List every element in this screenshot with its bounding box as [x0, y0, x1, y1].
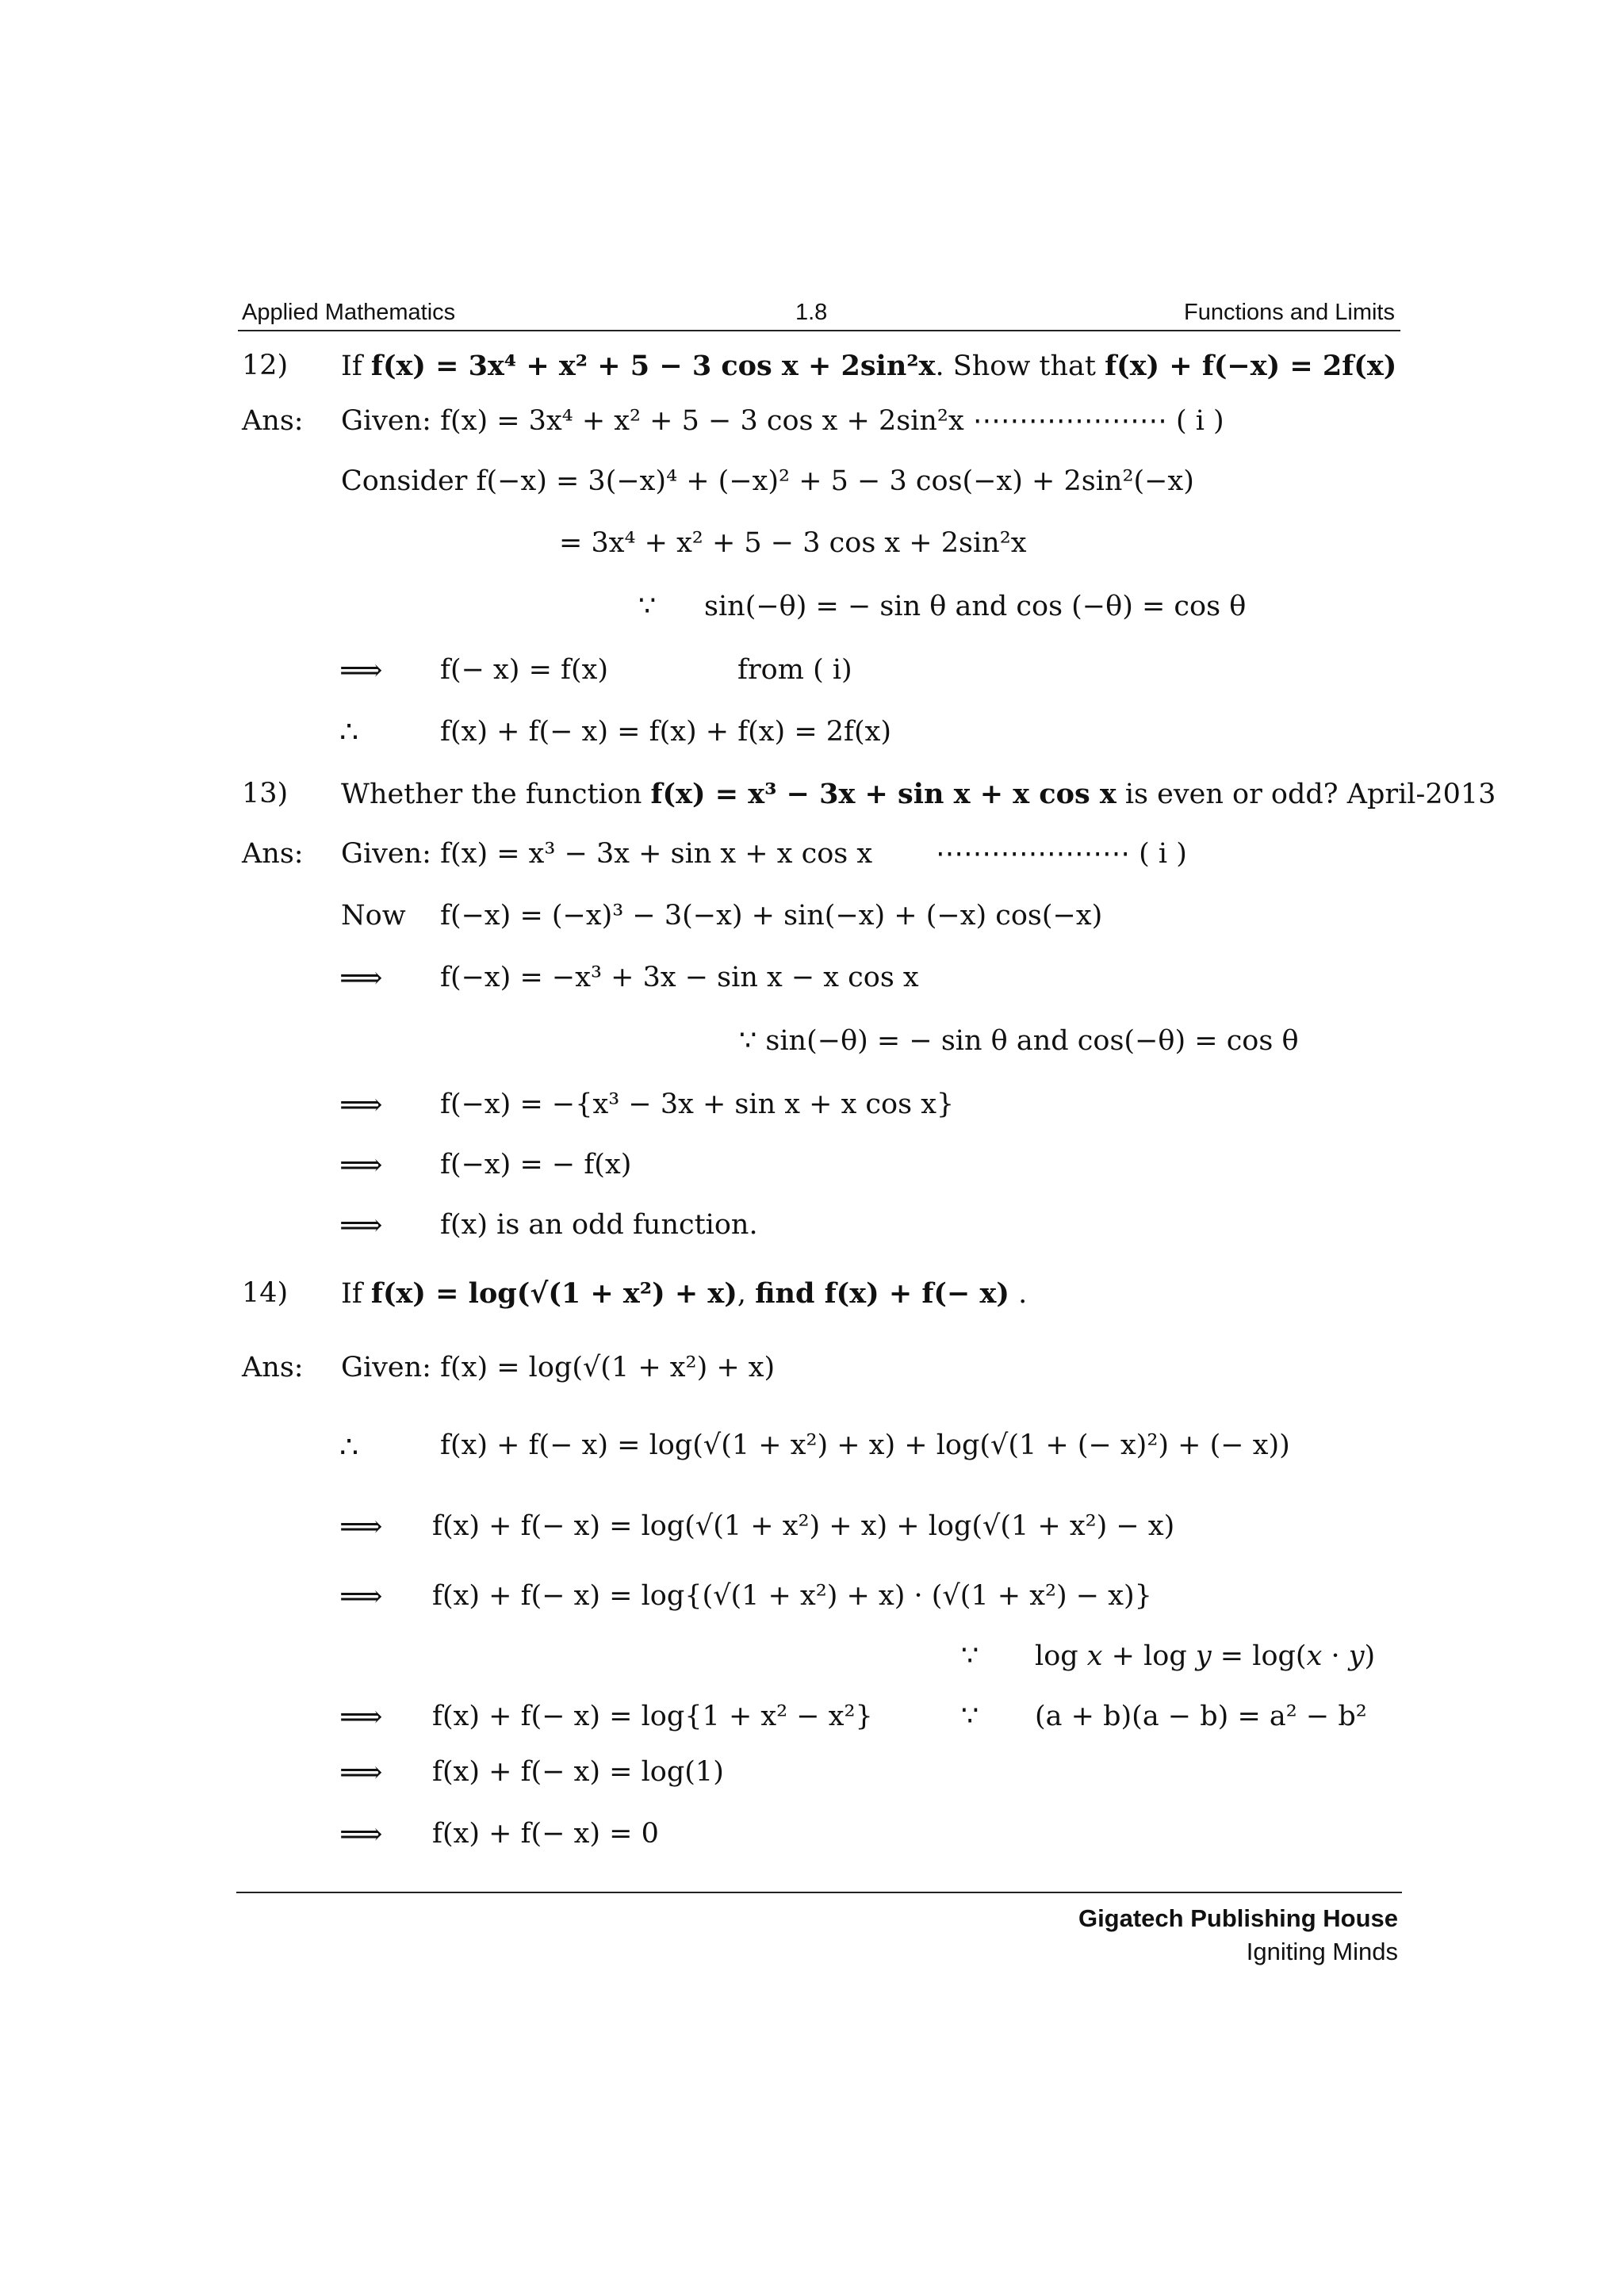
q12-given: Given: f(x) = 3x⁴ + x² + 5 − 3 cos x + 2sin²x ⋯⋯⋯⋯⋯⋯⋯ ( i )	[341, 405, 1224, 437]
therefore-icon: ∴	[339, 714, 359, 749]
q12-ans-label: Ans:	[242, 405, 304, 437]
header-chapter-title: Functions and Limits	[1184, 300, 1395, 325]
implies-icon: ⟹	[339, 652, 383, 687]
q13-ans-label: Ans:	[242, 838, 304, 870]
q14-step6: f(x) + f(− x) = 0	[432, 1818, 659, 1850]
q12-because-symbol: ∵	[638, 591, 657, 622]
q12-simplified: = 3x⁴ + x² + 5 − 3 cos x + 2sin²x	[559, 527, 1027, 559]
q14-end: .	[1009, 1278, 1028, 1310]
q14-step5: f(x) + f(− x) = log(1)	[432, 1756, 724, 1788]
q14-step4: f(x) + f(− x) = log{1 + x² − x²}	[432, 1701, 873, 1732]
q13-step3: f(−x) = − f(x)	[440, 1149, 632, 1181]
q12-middle: . Show that	[935, 350, 1105, 382]
q13-step1: f(−x) = −x³ + 3x − sin x − x cos x	[440, 962, 919, 993]
q14-function: f(x) = log(√(1 + x²) + x)	[370, 1277, 737, 1310]
q12-step1-note: from ( i)	[737, 654, 852, 686]
q14-question	[341, 1277, 1028, 1310]
header-book-title: Applied Mathematics	[242, 300, 456, 325]
header-page-number: 1.8	[795, 300, 828, 325]
q12-step2: f(x) + f(− x) = f(x) + f(x) = 2f(x)	[440, 716, 892, 748]
q14-middle: ,	[737, 1278, 756, 1310]
q14-ans-label: Ans:	[242, 1352, 304, 1383]
footer-rule	[236, 1892, 1402, 1893]
q14-step1: f(x) + f(− x) = log(√(1 + x²) + x) + log(√(1 + (− x)²) + (− x))	[440, 1429, 1290, 1461]
q14-given: Given: f(x) = log(√(1 + x²) + x)	[341, 1352, 776, 1383]
implies-icon: ⟹	[339, 1147, 383, 1182]
q13-suffix: is even or odd? April-2013	[1116, 779, 1496, 810]
implies-icon: ⟹	[339, 960, 383, 995]
q12-question	[341, 352, 1396, 381]
implies-icon: ⟹	[339, 1509, 383, 1544]
q14-because-symbol: ∵	[961, 1640, 979, 1672]
q13-question	[341, 780, 1496, 809]
q13-step2: f(−x) = −{x³ − 3x + sin x + x cos x}	[440, 1089, 955, 1120]
q12-number: 12)	[242, 350, 289, 381]
q14-step2: f(x) + f(− x) = log(√(1 + x²) + x) + log(√(1 + x²) − x)	[432, 1510, 1175, 1542]
q14-number: 14)	[242, 1277, 289, 1309]
implies-icon: ⟹	[339, 1755, 383, 1789]
implies-icon: ⟹	[339, 1207, 383, 1242]
q13-now-expr: f(−x) = (−x)³ − 3(−x) + sin(−x) + (−x) cos(−x)	[440, 900, 1103, 932]
q13-now-label: Now	[341, 900, 406, 932]
q12-consider: Consider f(−x) = 3(−x)⁴ + (−x)² + 5 − 3 cos(−x) + 2sin²(−x)	[341, 465, 1194, 497]
q14-step3: f(x) + f(− x) = log{(√(1 + x²) + x) · (√(1 + x²) − x)}	[432, 1580, 1152, 1612]
q13-step4: f(x) is an odd function.	[440, 1209, 758, 1241]
q13-prefix: Whether the function	[341, 779, 651, 810]
page-header	[240, 295, 1398, 333]
footer-publisher: Gigatech Publishing House	[1078, 1904, 1398, 1932]
q12-because-text: sin(−θ) = − sin θ and cos (−θ) = cos θ	[704, 591, 1247, 622]
implies-icon: ⟹	[339, 1816, 383, 1851]
q13-because: ∵ sin(−θ) = − sin θ and cos(−θ) = cos θ	[739, 1025, 1299, 1057]
q14-because-symbol: ∵	[961, 1701, 979, 1732]
q12-statement: f(x) = 3x⁴ + x² + 5 − 3 cos x + 2sin²x	[370, 350, 936, 382]
q14-because2: (a + b)(a − b) = a² − b²	[1035, 1701, 1367, 1732]
q12-prefix: If	[341, 350, 371, 382]
footer-tagline: Igniting Minds	[1246, 1938, 1398, 1965]
therefore-icon: ∴	[339, 1429, 359, 1464]
q13-given-ref: ⋯⋯⋯⋯⋯⋯⋯ ( i )	[936, 838, 1187, 870]
implies-icon: ⟹	[339, 1087, 383, 1122]
q13-number: 13)	[242, 778, 289, 809]
q13-given: Given: f(x) = x³ − 3x + sin x + x cos x	[341, 838, 873, 870]
q14-prefix: If	[341, 1278, 371, 1310]
q12-step1: f(− x) = f(x)	[440, 654, 609, 686]
q14-task: find f(x) + f(− x)	[755, 1277, 1009, 1310]
q13-function: f(x) = x³ − 3x + sin x + x cos x	[650, 778, 1116, 810]
implies-icon: ⟹	[339, 1578, 383, 1613]
q14-because1: log 𝑥 + log 𝑦 = log(𝑥 · 𝑦)	[1035, 1640, 1376, 1672]
header-rule	[238, 330, 1400, 331]
q12-claim: f(x) + f(−x) = 2f(x)	[1105, 350, 1397, 382]
implies-icon: ⟹	[339, 1699, 383, 1734]
